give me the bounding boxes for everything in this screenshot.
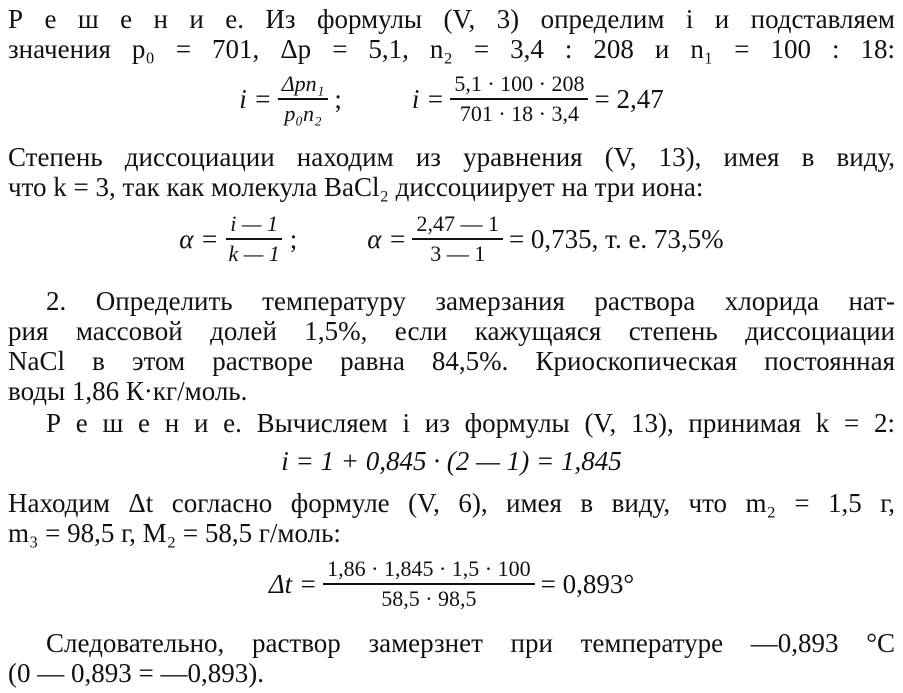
eq2-denominator-2: 3 — 1: [430, 240, 486, 266]
equation-1: [0, 68, 903, 130]
eq2-fraction-2: [412, 212, 503, 267]
eq1-result: = 2,47: [594, 83, 664, 114]
paragraph-2-line-1: Степень диссоциации находим из уравнения (V, 13), имея в виду,: [8, 142, 895, 172]
eq4-fraction: [323, 557, 534, 612]
eq4-denominator: 58,5 · 98,5: [381, 585, 477, 611]
eq1-lhs: i =: [239, 83, 272, 114]
eq2-fraction: [224, 212, 283, 267]
task-2-line-1: 2. Определить температуру замерзания раствора хлорида нат-: [46, 286, 895, 316]
equation-2: [0, 208, 903, 270]
eq1-lhs-2: i =: [411, 83, 445, 114]
eq2-numerator-2: 2,47 — 1: [412, 212, 503, 240]
eq2-separator: ;: [289, 223, 298, 254]
eq2-denominator: k — 1: [228, 240, 280, 266]
paragraph-3-line-1: Находим Δt согласно формуле (V, 6), имея в виду, что m₂ = 1,5 г,: [8, 488, 895, 518]
conclusion-line-2: (0 — 0,893 = —0,893).: [8, 658, 264, 688]
solution-1-line-2: значения p₀ = 701, Δp = 5,1, n₂ = 3,4 : 208 и n₁ = 100 : 18:: [8, 34, 895, 64]
paragraph-3-line-2: m₃ = 98,5 г, M₂ = 58,5 г/моль:: [8, 518, 341, 548]
eq1-fraction-2: [450, 72, 588, 127]
task-2-line-2: рия массовой долей 1,5%, если кажущаяся степень диссоциации: [8, 316, 895, 346]
eq2-result: = 0,735, т. е. 73,5%: [508, 223, 724, 254]
eq4-lhs: Δt =: [268, 568, 318, 599]
equation-4: [0, 552, 903, 616]
eq1-separator: ;: [334, 83, 342, 114]
solution-1-line-1: Р е ш е н и е. Из формулы (V, 3) определим i и подставляем: [8, 4, 895, 34]
paragraph-2-line-2: что k = 3, так как молекула BaCl₂ диссоциирует на три иона:: [8, 172, 704, 202]
equation-3: i = 1 + 0,845 · (2 — 1) = 1,845: [281, 446, 622, 476]
eq1-fraction: [278, 72, 329, 127]
eq2-lhs-2: α =: [367, 223, 407, 254]
eq2-numerator: i — 1: [226, 212, 282, 240]
task-2-line-4: воды 1,86 К·кг/моль.: [8, 376, 248, 406]
eq1-numerator-2: 5,1 · 100 · 208: [450, 72, 588, 100]
task-2-line-3: NaCl в этом растворе равна 84,5%. Криоскопическая постоянная: [8, 346, 895, 376]
eq1-denominator: p₀n₂: [284, 100, 322, 126]
conclusion-line-1: Следовательно, раствор замерзнет при температуре —0,893 °С: [46, 628, 895, 658]
eq2-lhs: α =: [179, 223, 219, 254]
eq1-numerator: Δpn₁: [278, 72, 329, 100]
eq4-numerator: 1,86 · 1,845 · 1,5 · 100: [323, 557, 534, 585]
eq4-result: = 0,893°: [540, 568, 635, 599]
eq1-denominator-2: 701 · 18 · 3,4: [459, 100, 579, 126]
solution-2-line-1: Р е ш е н и е. Вычисляем i из формулы (V, 13), принимая k = 2:: [46, 408, 895, 438]
